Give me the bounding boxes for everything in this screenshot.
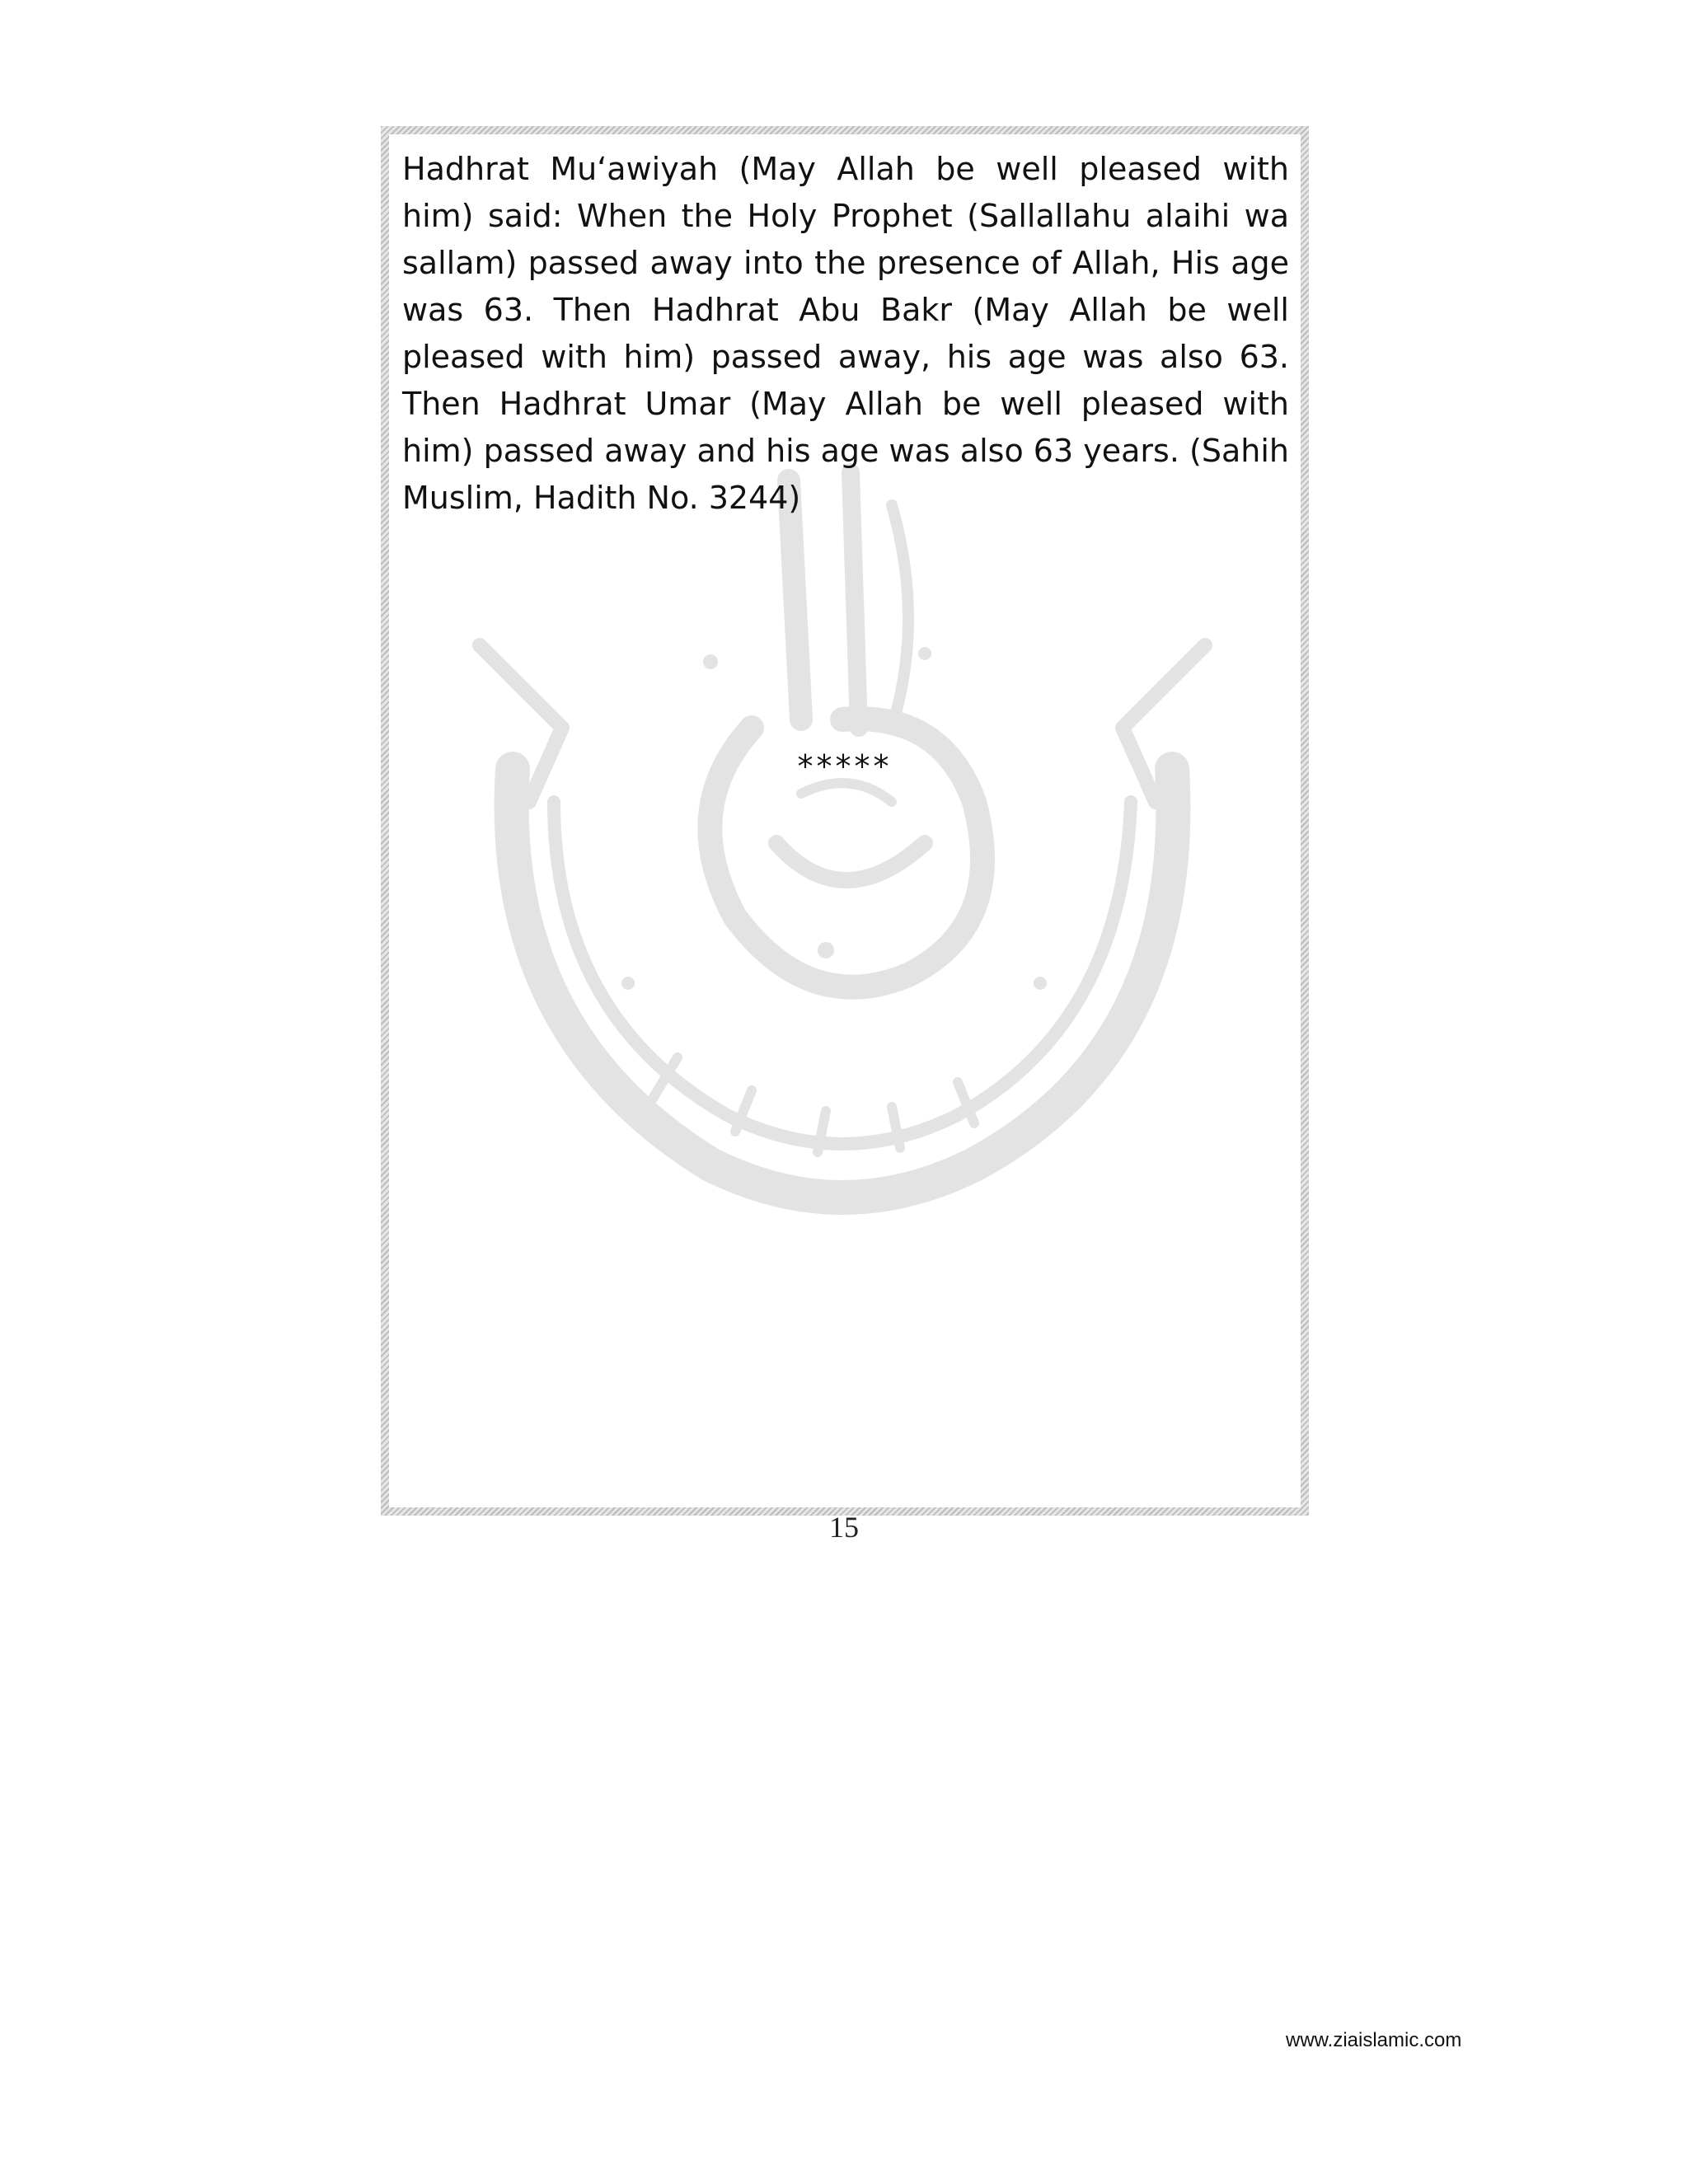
calligraphy-watermark-icon bbox=[463, 456, 1221, 1280]
page-content-area bbox=[389, 134, 1301, 1507]
page-number: 15 bbox=[829, 1511, 859, 1544]
hadith-paragraph: Hadhrat Mu‘awiyah (May Allah be well pleased with him) said: When the Holy Prophet (Sallallahu alaihi wa sallam) passed away into the presence of Allah, His age was 63. Then Hadhrat Abu Bakr (May Allah be well pleased with him) passed away, his age was also 63. Then Hadhrat Umar (May Allah be well pleased with him) passed away and his age was also 63 years. (Sahih Muslim, Hadith No. 3244) bbox=[402, 151, 1289, 516]
page-frame bbox=[381, 126, 1309, 1516]
section-separator: ***** bbox=[797, 748, 893, 785]
footer-website-url: www.ziaislamic.com bbox=[1286, 2029, 1462, 2051]
